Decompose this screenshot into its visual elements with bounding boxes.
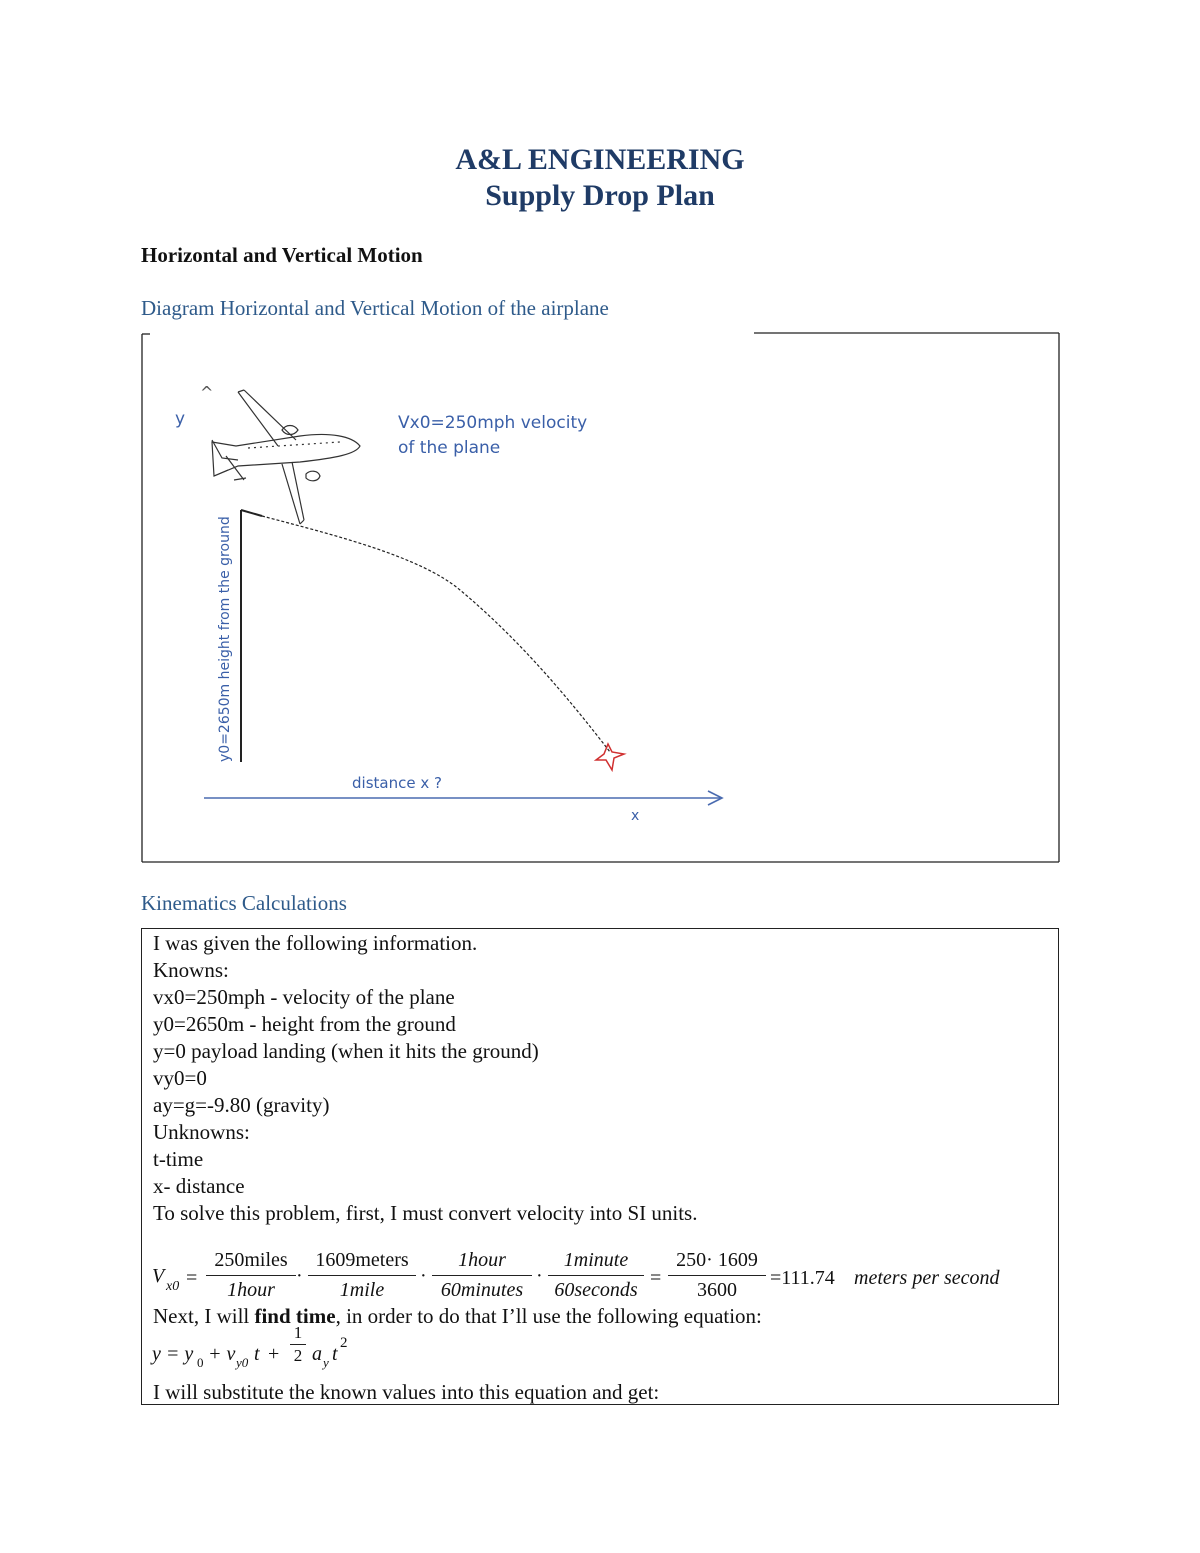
eq-equals-2: = [650,1267,662,1289]
keq-t: t [254,1343,260,1365]
frac-2-num: 1609meters [308,1249,416,1276]
x-axis [204,791,722,805]
velocity-label-line2: of the plane [398,438,501,458]
frac-3 [432,1249,532,1302]
frac-4-num: 1minute [548,1249,644,1276]
dot-2: · [420,1265,427,1287]
calc-line-3: vx0=250mph - velocity of the plane [153,985,455,1009]
frac-5 [668,1249,766,1302]
calc-line-2: Knowns: [153,958,229,982]
keq-t2: t [332,1343,338,1365]
frac-2-den: 1mile [339,1279,385,1301]
impact-icon [596,744,624,770]
frac-3-num: 1hour [432,1249,532,1276]
calc-line-5: y=0 payload landing (when it hits the ground) [153,1039,539,1063]
frac-1-den: 1hour [227,1279,275,1301]
frac-4 [548,1249,644,1302]
section-heading: Horizontal and Vertical Motion [141,243,423,267]
eq-equals: = [186,1267,198,1289]
document-title: Supply Drop Plan [485,179,715,212]
calc-line-9: t-time [153,1147,204,1171]
calc-line-11: To solve this problem, first, I must convert velocity into SI units. [153,1201,698,1225]
keq-plus1: + v [208,1343,236,1365]
calc-line-1: I was given the following information. [153,931,478,955]
eq-result-unit: meters per second [854,1267,1000,1289]
keq-a: a [312,1343,322,1365]
keq-plus2: + [268,1343,280,1365]
dot-1: · [296,1265,303,1287]
calculations-box [141,928,1059,1405]
dot-3: · [536,1265,543,1287]
calc-line-10: x- distance [153,1174,245,1198]
distance-label: distance x ? [352,774,442,792]
calc-last-line: I will substitute the known values into this equation and get: [153,1380,660,1404]
diagram-frame [142,333,1059,862]
keq-half-num: 1 [290,1323,306,1345]
keq-half [290,1323,306,1366]
calc-line-7: ay=g=-9.80 (gravity) [153,1093,330,1117]
frac-5-num: 250· 1609 [668,1249,766,1276]
next-pre: Next, I will [153,1304,255,1328]
x-axis-label: x [631,808,640,824]
next-step-line [153,1303,762,1330]
keq-sub0: 0 [197,1355,204,1370]
keq-sq: 2 [340,1335,348,1351]
frac-1 [206,1249,296,1302]
trajectory-path [262,516,610,752]
frac-3-den: 60minutes [440,1279,524,1301]
calc-line-4: y0=2650m - height from the ground [153,1012,456,1036]
y-axis-arrow: ^ [200,383,214,402]
keq-lhs: y = y [152,1343,194,1365]
frac-5-den: 3600 [697,1279,737,1301]
next-bold: find time [254,1304,336,1328]
keq-suby0: y0 [236,1355,249,1370]
frac-1-num: 250miles [206,1249,296,1276]
y-axis-label: y [175,409,186,429]
company-title: A&L ENGINEERING [455,143,745,176]
next-post: , in order to do that I’ll use the following equation: [335,1304,762,1328]
calc-line-6: vy0=0 [153,1066,207,1090]
diagram-caption: Diagram Horizontal and Vertical Motion of the airplane [141,296,609,320]
frac-2 [308,1249,416,1302]
velocity-label-line1: Vx0=250mph velocity [398,413,588,433]
frac-4-den: 60seconds [554,1279,638,1301]
keq-suby: y [323,1355,329,1370]
keq-half-den: 2 [293,1346,303,1365]
height-label: y0=2650m height from the ground [217,516,233,762]
eq-lhs-sub: x0 [166,1279,180,1294]
kinematics-caption: Kinematics Calculations [141,891,347,915]
eq-result: =111.74 [770,1267,835,1289]
airplane-icon [212,390,360,524]
height-marker [241,510,262,762]
eq-lhs: V [152,1265,165,1287]
calc-line-8: Unknowns: [153,1120,250,1144]
